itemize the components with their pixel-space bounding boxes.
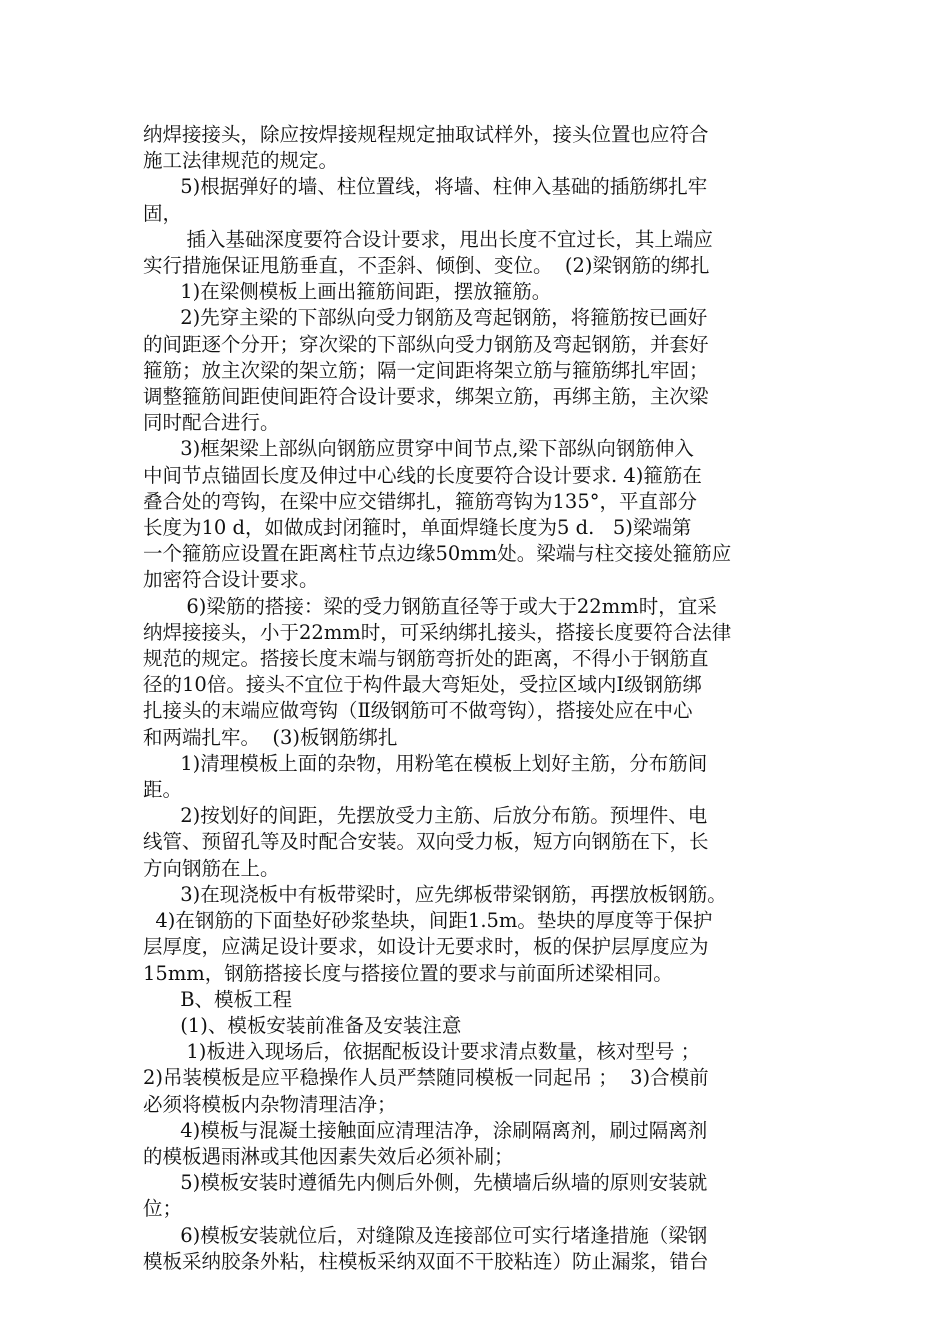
text-line: 模板采纳胶条外粘，柱模板采纳双面不干胶粘连）防止漏浆，错台 bbox=[143, 1249, 709, 1273]
text-line: 15mm，钢筋搭接长度与搭接位置的要求与前面所述梁相同。 bbox=[143, 961, 673, 985]
text-line: 叠合处的弯钩，在梁中应交错绑扎，箍筋弯钩为135°，平直部分 bbox=[143, 489, 697, 513]
text-line: 线管、预留孔等及时配合安装。双向受力板，短方向钢筋在下，长 bbox=[143, 830, 709, 854]
text-line: 方向钢筋在上。 bbox=[143, 856, 280, 880]
text-line: 箍筋；放主次梁的架立筋；隔一定间距将架立筋与箍筋绑扎牢固； bbox=[143, 358, 709, 382]
text-line: 施工法律规范的规定。 bbox=[143, 149, 339, 173]
text-line: 规范的规定。搭接长度末端与钢筋弯折处的距离，不得小于钢筋直 bbox=[143, 647, 709, 671]
text-line: 距。 bbox=[143, 778, 183, 802]
text-line: 同时配合进行。 bbox=[143, 411, 280, 435]
text-line: 位； bbox=[143, 1197, 183, 1221]
text-line: 2)按划好的间距，先摆放受力主筋、后放分布筋。预埋件、电 bbox=[143, 804, 708, 828]
text-line: 中间节点锚固长度及伸过中心线的长度要符合设计要求. 4)箍筋在 bbox=[143, 463, 702, 487]
text-line: 1)板进入现场后，依据配板设计要求清点数量，核对型号 ； bbox=[143, 1040, 701, 1064]
text-line: 2)吊装模板是应平稳操作人员严禁随同模板一同起吊 ； 3)合模前 bbox=[143, 1066, 709, 1090]
text-line: 实行措施保证甩筋垂直，不歪斜、倾倒、变位。 (2)梁钢筋的绑扎 bbox=[143, 254, 710, 278]
text-line: 2)先穿主梁的下部纵向受力钢筋及弯起钢筋，将箍筋按已画好 bbox=[143, 306, 708, 330]
text-line: 5)根据弹好的墙、柱位置线，将墙、柱伸入基础的插筋绑扎牢 bbox=[143, 175, 708, 199]
text-line: 固， bbox=[143, 201, 183, 225]
text-line: 径的10倍。接头不宜位于构件最大弯矩处，受拉区域内Ⅰ级钢筋绑 bbox=[143, 673, 703, 697]
text-line: 3)框架梁上部纵向钢筋应贯穿中间节点,梁下部纵向钢筋伸入 bbox=[143, 437, 694, 461]
text-line: 的模板遇雨淋或其他因素失效后必须补刷； bbox=[143, 1144, 514, 1168]
text-line: 纳焊接接头，小于22mm时，可采纳绑扎接头，搭接长度要符合法律 bbox=[143, 620, 732, 644]
text-line: 1)在梁侧模板上画出箍筋间距，摆放箍筋。 bbox=[143, 280, 552, 304]
text-line: 调整箍筋间距使间距符合设计要求，绑架立筋，再绑主筋，主次梁 bbox=[143, 385, 709, 409]
text-line: 必须将模板内杂物清理洁净； bbox=[143, 1092, 397, 1116]
text-line: 6)梁筋的搭接：梁的受力钢筋直径等于或大于22mm时，宜采 bbox=[143, 594, 717, 618]
text-line: 的间距逐个分开；穿次梁的下部纵向受力钢筋及弯起钢筋，并套好 bbox=[143, 332, 709, 356]
text-line: 5)模板安装时遵循先内侧后外侧，先横墙后纵墙的原则安装就 bbox=[143, 1171, 708, 1195]
text-line: 扎接头的末端应做弯钩（Ⅱ级钢筋可不做弯钩），搭接处应在中心 bbox=[143, 699, 693, 723]
text-line: 层厚度，应满足设计要求，如设计无要求时，板的保护层厚度应为 bbox=[143, 935, 709, 959]
text-line: (1)、模板安装前准备及安装注意 bbox=[143, 1013, 462, 1037]
text-line: 插入基础深度要符合设计要求，甩出长度不宜过长，其上端应 bbox=[143, 227, 713, 251]
text-line: 1)清理模板上面的杂物，用粉笔在模板上划好主筋，分布筋间 bbox=[143, 751, 708, 775]
text-line: 4)模板与混凝土接触面应清理洁净，涂刷隔离剂，刷过隔离剂 bbox=[143, 1118, 708, 1142]
text-line: 3)在现浇板中有板带梁时，应先绑板带梁钢筋，再摆放板钢筋。 bbox=[143, 882, 727, 906]
text-line: 一个箍筋应设置在距离柱节点边缘50mm处。梁端与柱交接处箍筋应 bbox=[143, 542, 732, 566]
text-line: B、模板工程 bbox=[143, 987, 293, 1011]
text-line: 长度为10 d，如做成封闭箍时，单面焊缝长度为5 d. 5)梁端第 bbox=[143, 516, 692, 540]
text-line: 4)在钢筋的下面垫好砂浆垫块，间距1.5m。垫块的厚度等于保护 bbox=[143, 909, 713, 933]
text-line: 和两端扎牢。 (3)板钢筋绑扎 bbox=[143, 725, 398, 749]
text-line: 6)模板安装就位后，对缝隙及连接部位可实行堵逢措施（梁钢 bbox=[143, 1223, 708, 1247]
text-line: 纳焊接接头，除应按焊接规程规定抽取试样外，接头位置也应符合 bbox=[143, 123, 709, 146]
text-line: 加密符合设计要求。 bbox=[143, 568, 319, 592]
body-text bbox=[143, 122, 811, 1275]
